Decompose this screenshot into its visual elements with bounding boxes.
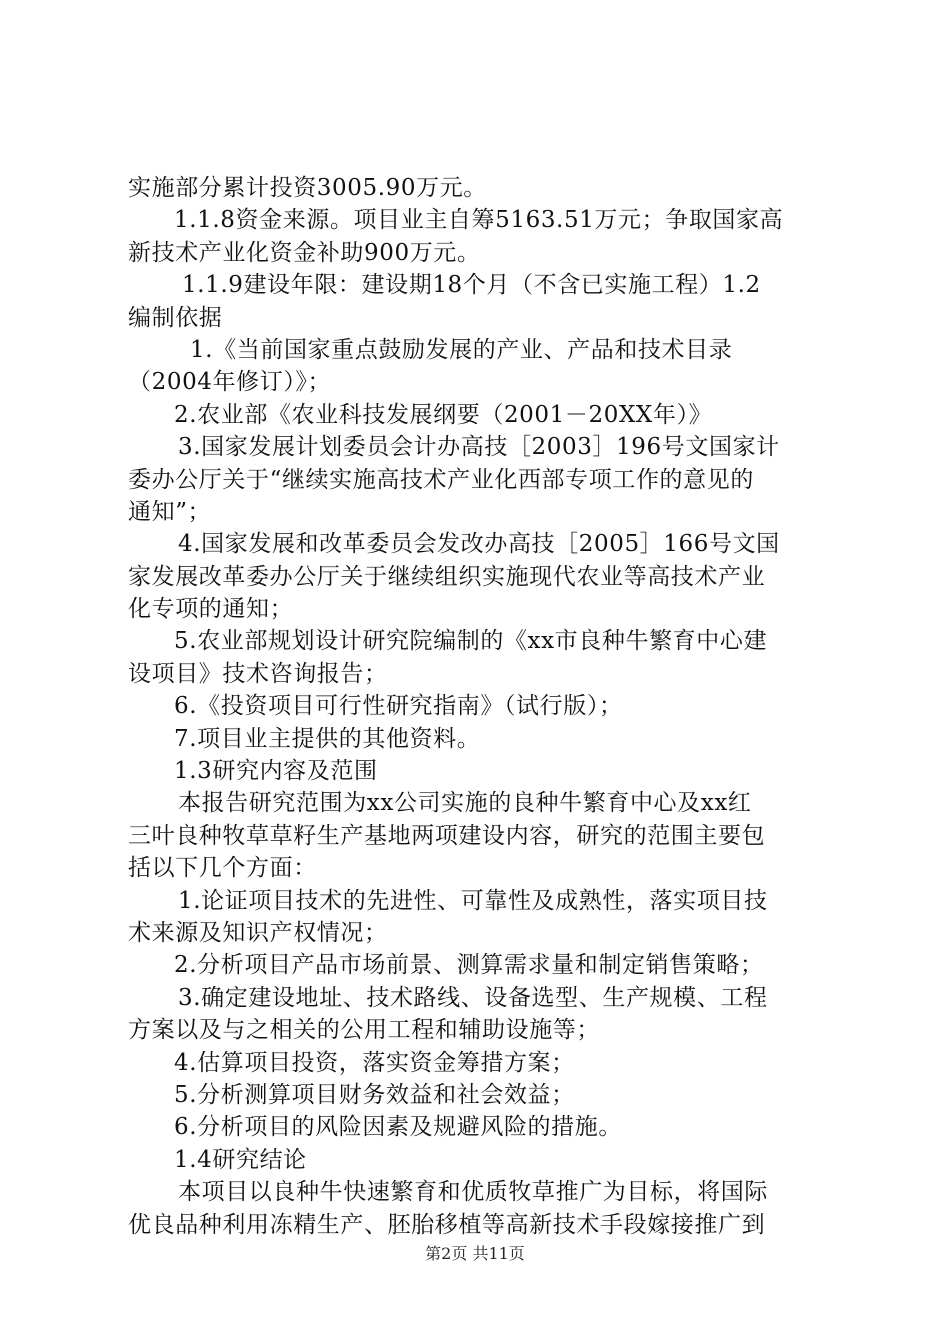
text-line: 1.论证项目技术的先进性、可靠性及成熟性，落实项目技	[178, 887, 768, 914]
page-footer	[0, 1244, 950, 1264]
text-line: 3.确定建设地址、技术路线、设备选型、生产规模、工程	[178, 984, 768, 1011]
text-line: 本报告研究范围为xx公司实施的良种牛繁育中心及xx红	[178, 790, 752, 817]
text-line: 3.国家发展计划委员会计办高技［2003］196号文国家计	[178, 434, 780, 461]
text-line: 6.《投资项目可行性研究指南》（试行版）；	[174, 693, 623, 720]
text-line: 1.1.8资金来源。项目业主自筹5163.51万元；争取国家高	[174, 207, 784, 234]
text-line: 委办公厅关于“继续实施高技术产业化西部专项工作的意见的	[128, 466, 754, 493]
text-line: 三叶良种牧草草籽生产基地两项建设内容，研究的范围主要包	[128, 822, 766, 849]
text-line: 括以下几个方面：	[128, 855, 317, 882]
text-line: 5.农业部规划设计研究院编制的《xx市良种牛繁育中心建	[174, 628, 768, 655]
text-line: 实施部分累计投资3005.90万元。	[128, 175, 487, 201]
text-line: 方案以及与之相关的公用工程和辅助设施等；	[128, 1017, 600, 1044]
section-heading: 1.3研究内容及范围	[174, 758, 378, 785]
text-line: 1.1.9建设年限：建设期18个月（不含已实施工程）1.2	[182, 272, 761, 299]
text-line: 5.分析测算项目财务效益和社会效益；	[174, 1081, 575, 1108]
text-line: 化专项的通知；	[128, 596, 294, 623]
text-line: 本项目以良种牛快速繁育和优质牧草推广为目标，将国际	[178, 1179, 768, 1206]
text-line: 优良品种利用冻精生产、胚胎移植等高新技术手段嫁接推广到	[128, 1211, 766, 1238]
text-line: 术来源及知识产权情况；	[128, 919, 388, 946]
text-line: 6.分析项目的风险因素及规避风险的措施。	[174, 1114, 622, 1141]
text-line: 家发展改革委办公厅关于继续组织实施现代农业等高技术产业	[128, 563, 766, 590]
page-number: 第2页 共11页	[425, 1244, 525, 1263]
text-line: 4.国家发展和改革委员会发改办高技［2005］166号文国	[178, 531, 780, 558]
text-line: （2004年修订）》；	[128, 369, 332, 396]
text-line: 新技术产业化资金补助900万元。	[128, 239, 481, 266]
text-line: 2.农业部《农业科技发展纲要（2001－20XX年）》	[174, 401, 713, 428]
text-line: 设项目》技术咨询报告；	[128, 660, 388, 687]
text-line: 7.项目业主提供的其他资料。	[174, 725, 481, 752]
text-line: 2.分析项目产品市场前景、测算需求量和制定销售策略；	[174, 952, 764, 979]
document-body	[128, 172, 832, 1241]
section-heading: 1.4研究结论	[174, 1146, 307, 1173]
text-line: 编制依据	[128, 304, 223, 331]
text-line: 1.《当前国家重点鼓励发展的产业、产品和技术目录	[190, 336, 733, 363]
text-line: 4.估算项目投资，落实资金筹措方案；	[174, 1049, 575, 1076]
text-line: 通知”；	[128, 498, 212, 525]
